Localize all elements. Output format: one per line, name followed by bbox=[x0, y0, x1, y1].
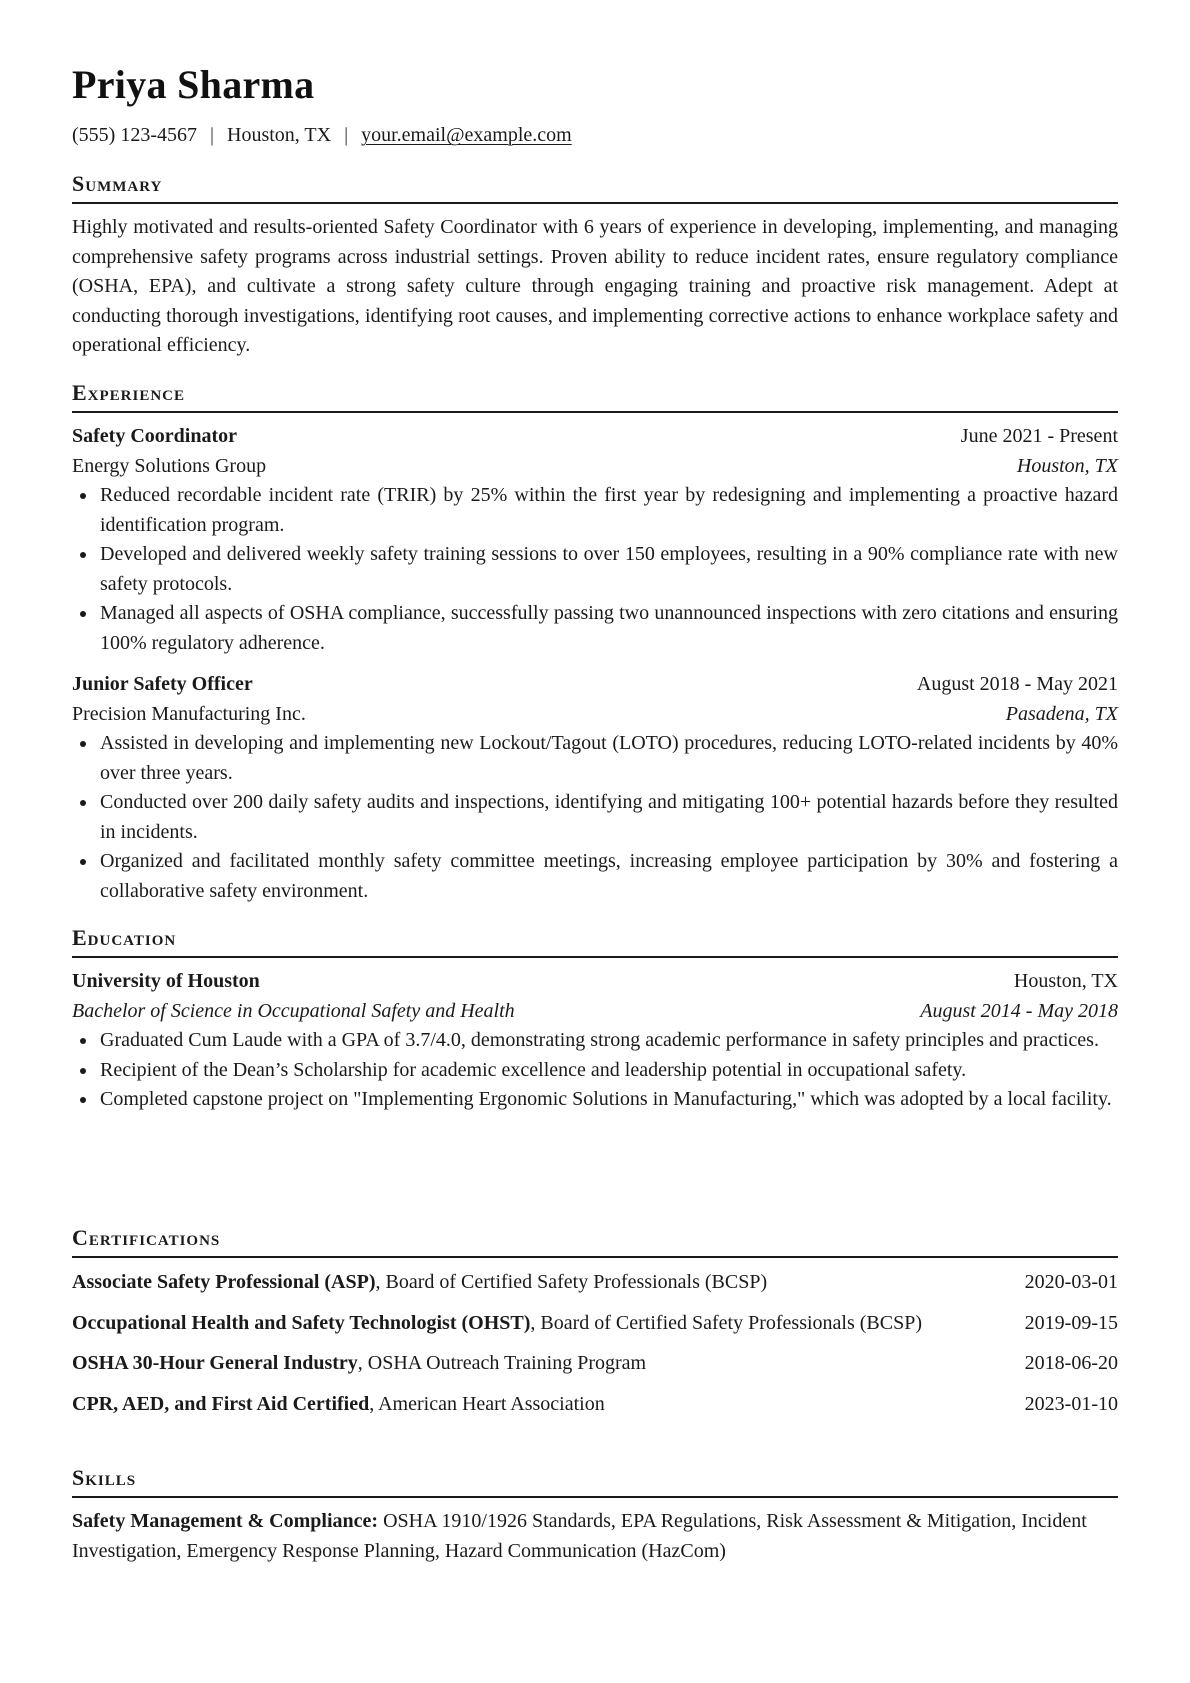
skills-category bbox=[72, 1507, 1118, 1566]
section-rule bbox=[72, 956, 1118, 958]
certifications-section bbox=[72, 1224, 1118, 1430]
section-heading: Skills bbox=[72, 1465, 137, 1490]
bullet-item: Developed and delivered weekly safety training sessions to over 150 employees, resulting in a 90% compliance rate with new safety protocols. bbox=[72, 540, 1118, 599]
company: Energy Solutions Group bbox=[72, 454, 267, 477]
job-entry bbox=[72, 422, 1118, 658]
job-dates: June 2021 - Present bbox=[960, 425, 1118, 447]
school-name: University of Houston bbox=[72, 970, 260, 992]
company: Precision Manufacturing Inc. bbox=[72, 702, 306, 725]
section-heading: Experience bbox=[72, 380, 186, 405]
section-rule bbox=[72, 1496, 1118, 1498]
job-location: Houston, TX bbox=[1016, 454, 1118, 477]
cert-date: 2018-06-20 bbox=[1024, 1352, 1118, 1374]
email-link[interactable]: your.email@example.com bbox=[361, 124, 572, 146]
certification-item bbox=[72, 1349, 1118, 1379]
degree: Bachelor of Science in Occupational Safety and Health bbox=[72, 999, 515, 1022]
certification-item bbox=[72, 1268, 1118, 1298]
skill-category-label: Safety Management & Compliance: bbox=[72, 1510, 379, 1532]
section-rule bbox=[72, 1256, 1118, 1258]
skills-section bbox=[72, 1464, 1118, 1566]
candidate-name: Priya Sharma bbox=[72, 62, 315, 107]
cert-date: 2020-03-01 bbox=[1024, 1271, 1118, 1293]
summary-section bbox=[72, 170, 1118, 361]
job-title: Safety Coordinator bbox=[72, 425, 237, 447]
separator: | bbox=[209, 124, 214, 146]
cert-issuer: , Board of Certified Safety Professionals (BCSP) bbox=[375, 1271, 768, 1293]
experience-section bbox=[72, 379, 1118, 906]
cert-issuer: , Board of Certified Safety Professionals (BCSP) bbox=[530, 1311, 923, 1334]
bullet-item: Graduated Cum Laude with a GPA of 3.7/4.0, demonstrating strong academic performance in safety principles and practices. bbox=[72, 1026, 1118, 1056]
certification-item bbox=[72, 1309, 1118, 1339]
bullet-item: Reduced recordable incident rate (TRIR) by 25% within the first year by redesigning and implementing a proactive hazard identification program. bbox=[72, 481, 1118, 540]
education-section bbox=[72, 924, 1118, 1115]
bullet-icon bbox=[80, 493, 86, 499]
job-entry bbox=[72, 670, 1118, 906]
cert-name: Associate Safety Professional (ASP) bbox=[72, 1271, 376, 1293]
cert-issuer: , American Heart Association bbox=[369, 1392, 605, 1415]
section-heading: Education bbox=[72, 925, 177, 950]
bullet-icon bbox=[80, 611, 86, 617]
cert-date: 2019-09-15 bbox=[1024, 1311, 1118, 1334]
separator: | bbox=[344, 124, 349, 146]
cert-name: OSHA 30-Hour General Industry bbox=[72, 1352, 358, 1374]
certification-item bbox=[72, 1390, 1118, 1420]
bullet-item: Organized and facilitated monthly safety committee meetings, increasing employee participation by 30% and fostering a collaborative safety environment. bbox=[72, 847, 1118, 906]
education-entry bbox=[72, 967, 1118, 1115]
bullet-icon bbox=[80, 741, 86, 747]
summary-text: Highly motivated and results-oriented Safety Coordinator with 6 years of experience in developing, implementing, and managing comprehensive safety programs across industrial settings. Proven ability to reduce incident rates, ensure regulatory compliance (OSHA, EPA), and cultivate a strong safety culture through engaging training and proactive risk management. Adept at conducting thorough investigations, identifying root causes, and implementing corrective actions to enhance workplace safety and operational efficiency. bbox=[72, 216, 1118, 356]
cert-name: CPR, AED, and First Aid Certified bbox=[72, 1392, 370, 1415]
bullet-icon bbox=[80, 800, 86, 806]
education-dates: August 2014 - May 2018 bbox=[920, 999, 1118, 1022]
bullet-icon bbox=[80, 552, 86, 558]
job-location: Pasadena, TX bbox=[1005, 702, 1118, 725]
skill-category-value: OSHA 1910/1926 Standards, EPA Regulations, Risk Assessment & Mitigation, Incident Investigation, Emergency Response Planning, Hazard Communication (HazCom) bbox=[72, 1510, 1087, 1562]
location: Houston, TX bbox=[227, 124, 332, 146]
cert-name: Occupational Health and Safety Technologist (OHST) bbox=[72, 1311, 531, 1334]
bullet-item: Assisted in developing and implementing new Lockout/Tagout (LOTO) procedures, reducing LOTO-related incidents by 40% over three years. bbox=[72, 729, 1118, 788]
school-location: Houston, TX bbox=[1013, 970, 1118, 992]
section-rule bbox=[72, 411, 1118, 413]
section-heading: Summary bbox=[72, 171, 163, 196]
bullet-item: Conducted over 200 daily safety audits and inspections, identifying and mitigating 100+ potential hazards before they resulted in incidents. bbox=[72, 788, 1118, 847]
cert-issuer: , OSHA Outreach Training Program bbox=[357, 1352, 647, 1374]
contact-line bbox=[72, 121, 572, 149]
job-title: Junior Safety Officer bbox=[72, 673, 253, 695]
bullet-item: Recipient of the Dean’s Scholarship for academic excellence and leadership potential in occupational safety. bbox=[72, 1056, 1118, 1086]
bullet-icon bbox=[80, 1038, 86, 1044]
cert-date: 2023-01-10 bbox=[1024, 1392, 1118, 1415]
bullet-item: Completed capstone project on "Implementing Ergonomic Solutions in Manufacturing," which was adopted by a local facility. bbox=[72, 1085, 1118, 1115]
section-rule bbox=[72, 202, 1118, 204]
bullet-item: Managed all aspects of OSHA compliance, successfully passing two unannounced inspections with zero citations and ensuring 100% regulatory adherence. bbox=[72, 599, 1118, 658]
bullet-icon bbox=[80, 1097, 86, 1103]
job-dates: August 2018 - May 2021 bbox=[916, 673, 1118, 695]
section-heading: Certifications bbox=[72, 1225, 221, 1250]
bullet-icon bbox=[80, 859, 86, 865]
phone: (555) 123-4567 bbox=[72, 124, 197, 146]
bullet-icon bbox=[80, 1068, 86, 1074]
